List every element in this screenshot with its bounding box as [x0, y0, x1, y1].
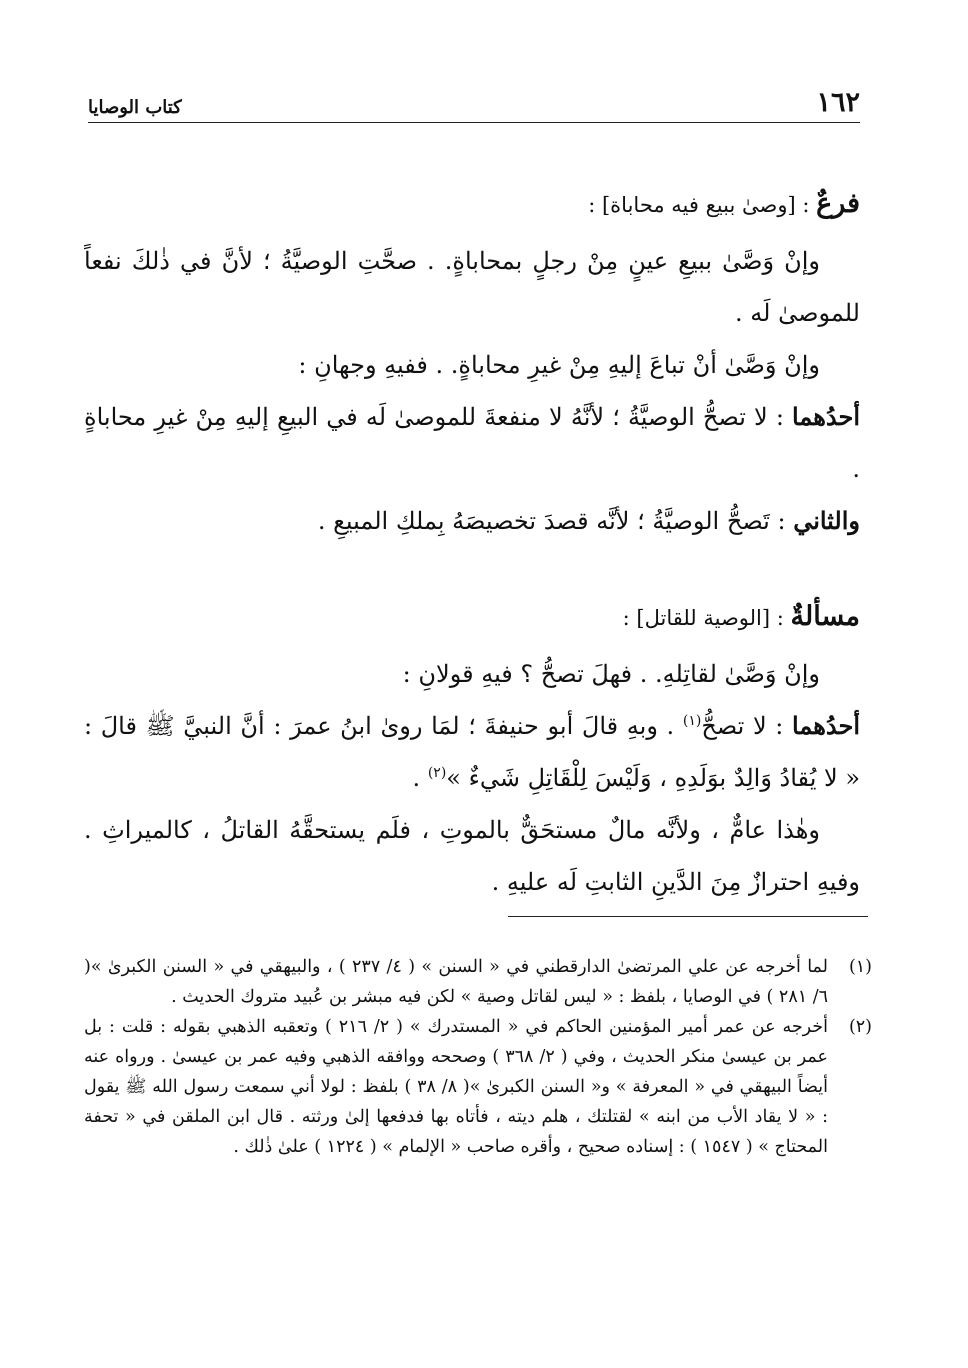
section-heading-far: [84, 178, 860, 231]
section-title: : [الوصية للقاتل] :: [622, 606, 791, 630]
paragraph: وإنْ وَصَّىٰ ببيعِ عينٍ مِنْ رجلٍ بمحاباةٍ. . صحَّتِ الوصيَّةُ ؛ لأنَّ في ذٰلكَ نفعاً للموصىٰ لَه .: [84, 247, 860, 327]
footnote: [84, 952, 872, 1012]
paragraph-label: والثاني: [793, 506, 860, 535]
paragraph-text: : لا تصحُّ الوصيَّةُ ؛ لأنَّهُ لا منفعةَ للموصىٰ لَه في البيعِ إليهِ مِنْ غيرِ محاباةٍ .: [84, 403, 860, 483]
footnote-number: (١): [848, 957, 872, 977]
paragraph-label: أحدُهما: [792, 711, 860, 740]
footnote-ref-2[interactable]: (٢): [427, 765, 447, 781]
paragraph: [84, 391, 860, 495]
paragraph-text: .: [412, 764, 428, 792]
paragraph: [84, 495, 860, 547]
paragraph: [84, 700, 860, 804]
section-label: فرعٌ: [816, 188, 860, 219]
footnote: [84, 1012, 872, 1162]
footnotes: [84, 952, 872, 1162]
running-header: [88, 78, 860, 123]
paragraph: وإنْ وَصَّىٰ أنْ تباعَ إليهِ مِنْ غيرِ محاباةٍ. . ففيهِ وجهانِ :: [298, 351, 820, 379]
footnote-text: أخرجه عن عمر أمير المؤمنين الحاكم في « المستدرك » ( ٢/ ٢١٦ ) وتعقبه الذهبي بقوله : قلت : بل عمر بن عيسىٰ منكر الحديث ، وفي ( ٢/ ٣٦٨ ) وصححه ووافقه الذهبي وفيه عمر بن عيسىٰ . ورواه عنه أيضاً البيهقي في « المعرفة » و« السنن الكبرىٰ »( ٨/ ٣٨ ) بلفظ : لولا أني سمعت رسول الله ﷺ يقول : « لا يقاد الأب من ابنه » لقتلتك ، هلم ديته ، فأتاه بها فدفعها إلىٰ ورثته . قال ابن الملقن في « تحفة المحتاج » ( ١٥٤٧ ) : إسناده صحيح ، وأقره صاحب « الإلمام » ( ١٢٢٤ ) علىٰ ذٰلك .: [84, 1017, 828, 1157]
section-heading-masala: [84, 591, 860, 644]
paragraph: وهٰذا عامٌّ ، ولأنَّه مالٌ مستحَقٌّ بالموتِ ، فلَم يستحقَّهُ القاتلُ ، كالميراثِ . وفيهِ احترازٌ مِنَ الدَّينِ الثابتِ لَه عليهِ .: [84, 816, 860, 896]
section-label: مسألةٌ: [790, 601, 860, 632]
paragraph-text: . وبهِ قالَ أبو حنيفةَ ؛ لمَا روىٰ ابنُ عمرَ : أنَّ النبيَّ ﷺ قالَ : « لا يُقادُ وَالِدٌ بوَلَدِهِ ، وَلَيْسَ لِلْقَاتِلِ شَيءٌ »: [84, 712, 860, 792]
paragraph-text: : لا تصحُّ: [701, 712, 793, 740]
paragraph-label: أحدُهما: [792, 402, 860, 431]
main-text: [84, 178, 860, 908]
footnote-ref-1[interactable]: (١): [682, 713, 702, 729]
paragraph-text: : تَصحُّ الوصيَّةُ ؛ لأنَّه قصدَ تخصيصَهُ بِملكِ المبيعِ .: [317, 507, 794, 535]
book-title: كتاب الوصايا: [88, 97, 182, 118]
footnote-divider: [508, 916, 868, 917]
paragraph: وإنْ وَصَّىٰ لقاتِلهِ. . فهلَ تصحُّ ؟ فيهِ قولانِ :: [402, 660, 820, 688]
page-number: ١٦٢: [816, 87, 860, 118]
footnote-number: (٢): [848, 1017, 872, 1037]
footnote-text: لما أخرجه عن علي المرتضىٰ الدارقطني في « السنن » ( ٤/ ٢٣٧ ) ، والبيهقي في « السنن الكبرىٰ »( ٦/ ٢٨١ ) في الوصايا ، بلفظ : « ليس لقاتل وصية » لكن فيه مبشر بن عُبيد متروك الحديث .: [84, 957, 828, 1007]
section-title: : [وصىٰ ببيع فيه محاباة] :: [588, 193, 817, 217]
